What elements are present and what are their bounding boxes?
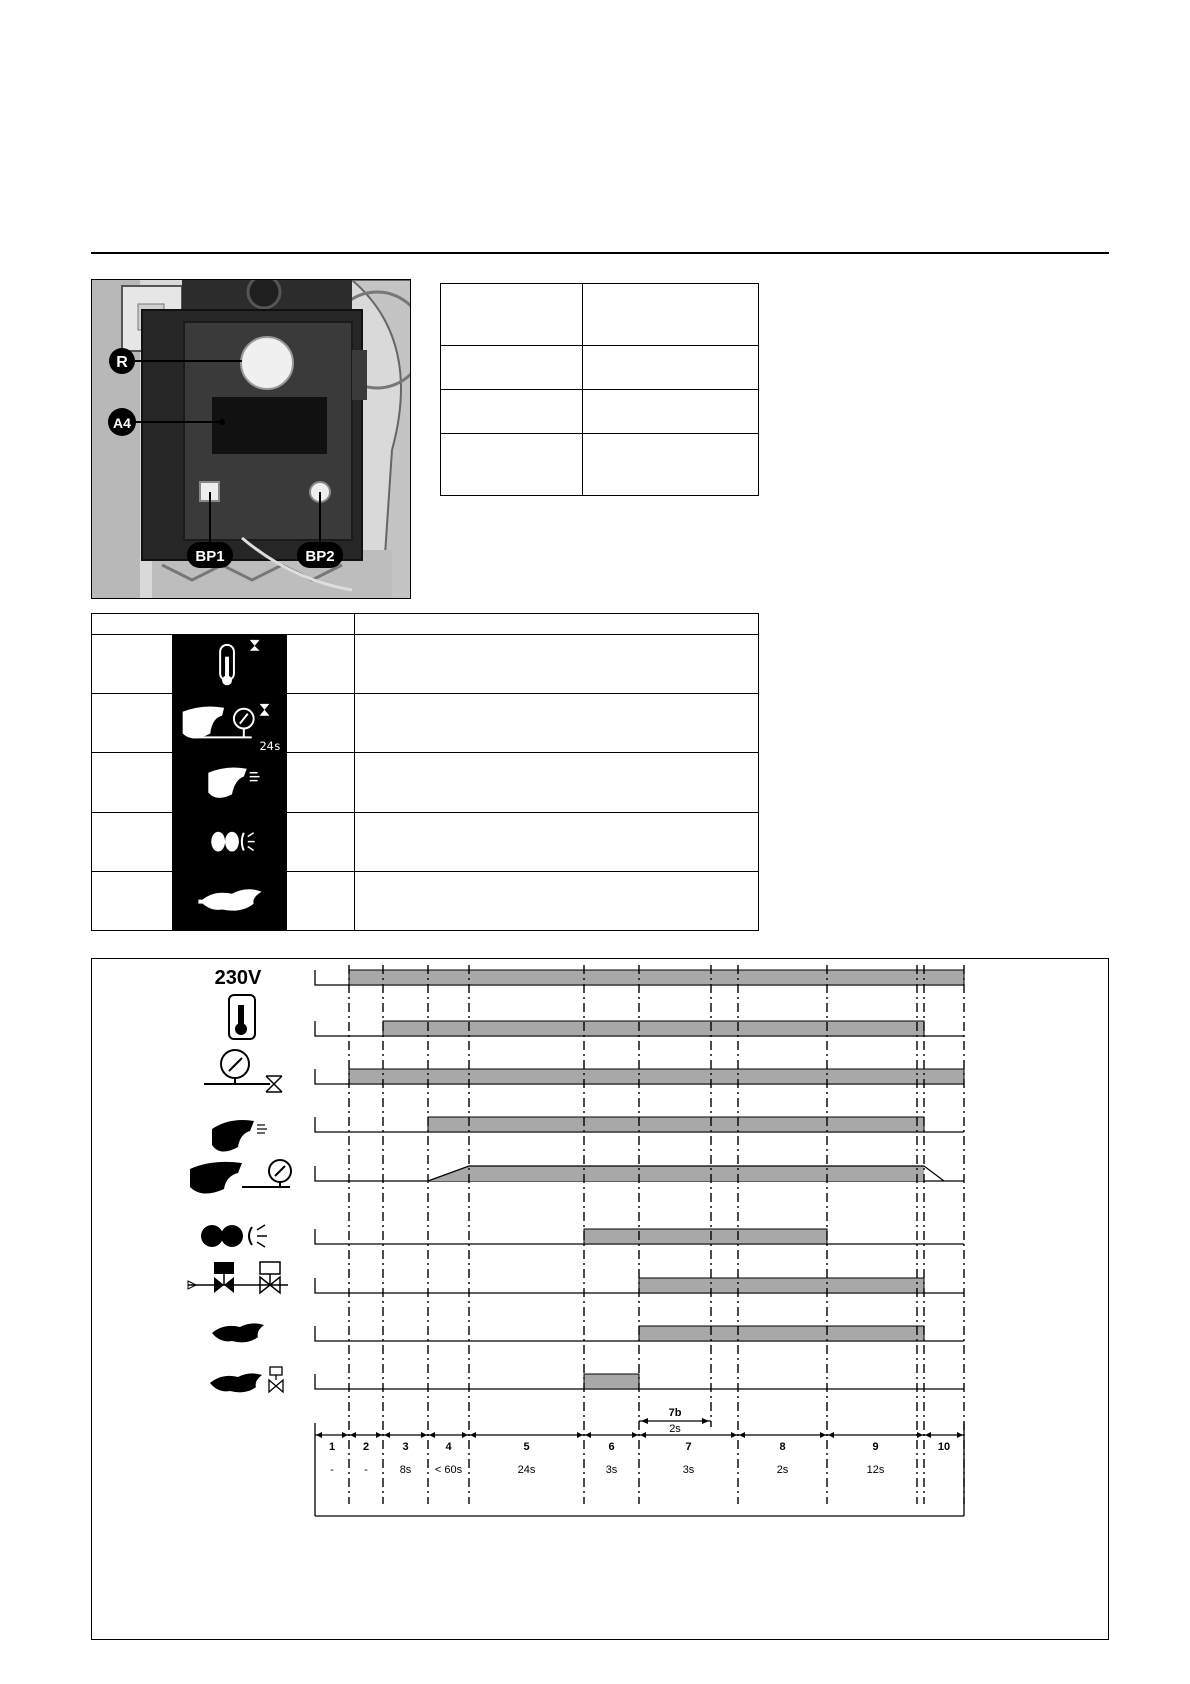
segment-number: 6 <box>608 1441 615 1453</box>
segment-duration: 3s <box>682 1464 695 1476</box>
segment-number: 8 <box>779 1441 786 1453</box>
callout-a4: A4 <box>113 415 131 431</box>
thermostat-timer-icon <box>172 635 287 693</box>
arrow-head <box>739 1432 745 1438</box>
segment-duration: 12s <box>866 1464 885 1476</box>
callout-r: R <box>116 354 128 371</box>
timing-diagram <box>91 958 1109 1640</box>
annotation-label: 7b <box>668 1407 682 1419</box>
signal-bar <box>349 970 964 985</box>
signal-bar <box>428 1117 924 1132</box>
reference-table <box>440 283 759 496</box>
arrow-head <box>350 1432 356 1438</box>
fan-pressure-switch-icon <box>275 1166 285 1176</box>
arrow-head <box>957 1432 963 1438</box>
segment-number: 9 <box>872 1441 879 1453</box>
control-unit-photo <box>91 279 411 599</box>
flame-pilot-valve-icon <box>210 1373 262 1392</box>
display-sequence-table <box>91 613 759 931</box>
signal-bar <box>639 1326 924 1341</box>
segment-duration: - <box>330 1464 334 1476</box>
segment-duration: - <box>364 1464 368 1476</box>
voltage-label: 230V <box>214 967 262 989</box>
arrow-head <box>316 1432 322 1438</box>
arrow-head <box>342 1432 348 1438</box>
segment-number: 3 <box>402 1441 409 1453</box>
callout-bp2: BP2 <box>305 548 335 565</box>
arrow-head <box>384 1432 390 1438</box>
ignition-electrodes-icon <box>249 1227 252 1245</box>
fan-pressure-switch-icon <box>190 1162 242 1194</box>
flame-pilot-valve-icon <box>269 1380 283 1392</box>
annotation-duration: 2s <box>669 1423 681 1435</box>
gas-valves-icon <box>214 1262 234 1274</box>
arrow-head <box>641 1418 648 1424</box>
thermostat-icon <box>235 1023 247 1035</box>
segment-number: 1 <box>328 1441 336 1453</box>
arrow-head <box>925 1432 931 1438</box>
fan-icon <box>172 753 287 811</box>
arrow-head <box>376 1432 382 1438</box>
timer-label: 24s <box>259 739 281 753</box>
segment-duration: 3s <box>605 1464 618 1476</box>
arrow-head <box>585 1432 591 1438</box>
arrow-head <box>640 1432 646 1438</box>
segment-number: 2 <box>362 1441 370 1453</box>
ignition-electrodes-icon <box>257 1242 265 1247</box>
segment-duration: 2s <box>776 1464 789 1476</box>
flame-pilot-valve-icon <box>270 1367 282 1375</box>
control-unit-illustration <box>92 280 411 599</box>
segment-duration: 8s <box>399 1464 412 1476</box>
ignition-electrodes-icon <box>201 1225 223 1247</box>
segment-number: 4 <box>445 1441 452 1453</box>
segment-number: 7 <box>685 1441 692 1453</box>
fan-icon <box>212 1120 254 1152</box>
signal-bar <box>383 1021 924 1036</box>
flame-icon <box>172 872 287 930</box>
arrow-head <box>429 1432 435 1438</box>
list-item <box>92 812 355 871</box>
arrow-head <box>702 1418 709 1424</box>
callout-bp1: BP1 <box>195 548 225 565</box>
arrow-head <box>470 1432 476 1438</box>
flame-icon <box>212 1323 264 1342</box>
segment-number: 10 <box>937 1441 951 1453</box>
ignition-electrodes-icon <box>221 1225 243 1247</box>
arrow-head <box>632 1432 638 1438</box>
fan-pressure-switch-timer-icon <box>172 694 287 752</box>
arrow-head <box>577 1432 583 1438</box>
ignition-electrodes-icon <box>257 1225 265 1230</box>
signal-bar <box>639 1278 924 1293</box>
ignition-electrodes-icon <box>172 813 287 871</box>
arrow-head <box>820 1432 826 1438</box>
header-rule <box>91 252 1109 254</box>
list-item <box>92 694 355 753</box>
air-pressure-switch-valve-icon <box>229 1058 242 1071</box>
arrow-head <box>462 1432 468 1438</box>
timing-diagram-svg <box>92 959 1108 1639</box>
signal-bar <box>349 1069 964 1084</box>
segment-duration: < 60s <box>434 1464 463 1476</box>
signal-bar <box>584 1374 639 1389</box>
arrow-head <box>917 1432 923 1438</box>
list-item <box>92 871 355 930</box>
signal-bar <box>584 1229 827 1244</box>
list-item <box>92 635 355 694</box>
gas-valves-icon <box>260 1262 280 1274</box>
segment-number: 5 <box>523 1441 530 1453</box>
list-item <box>92 753 355 812</box>
arrow-head <box>421 1432 427 1438</box>
arrow-head <box>828 1432 834 1438</box>
arrow-head <box>731 1432 737 1438</box>
signal-bar <box>428 1166 924 1181</box>
segment-duration: 24s <box>517 1464 536 1476</box>
